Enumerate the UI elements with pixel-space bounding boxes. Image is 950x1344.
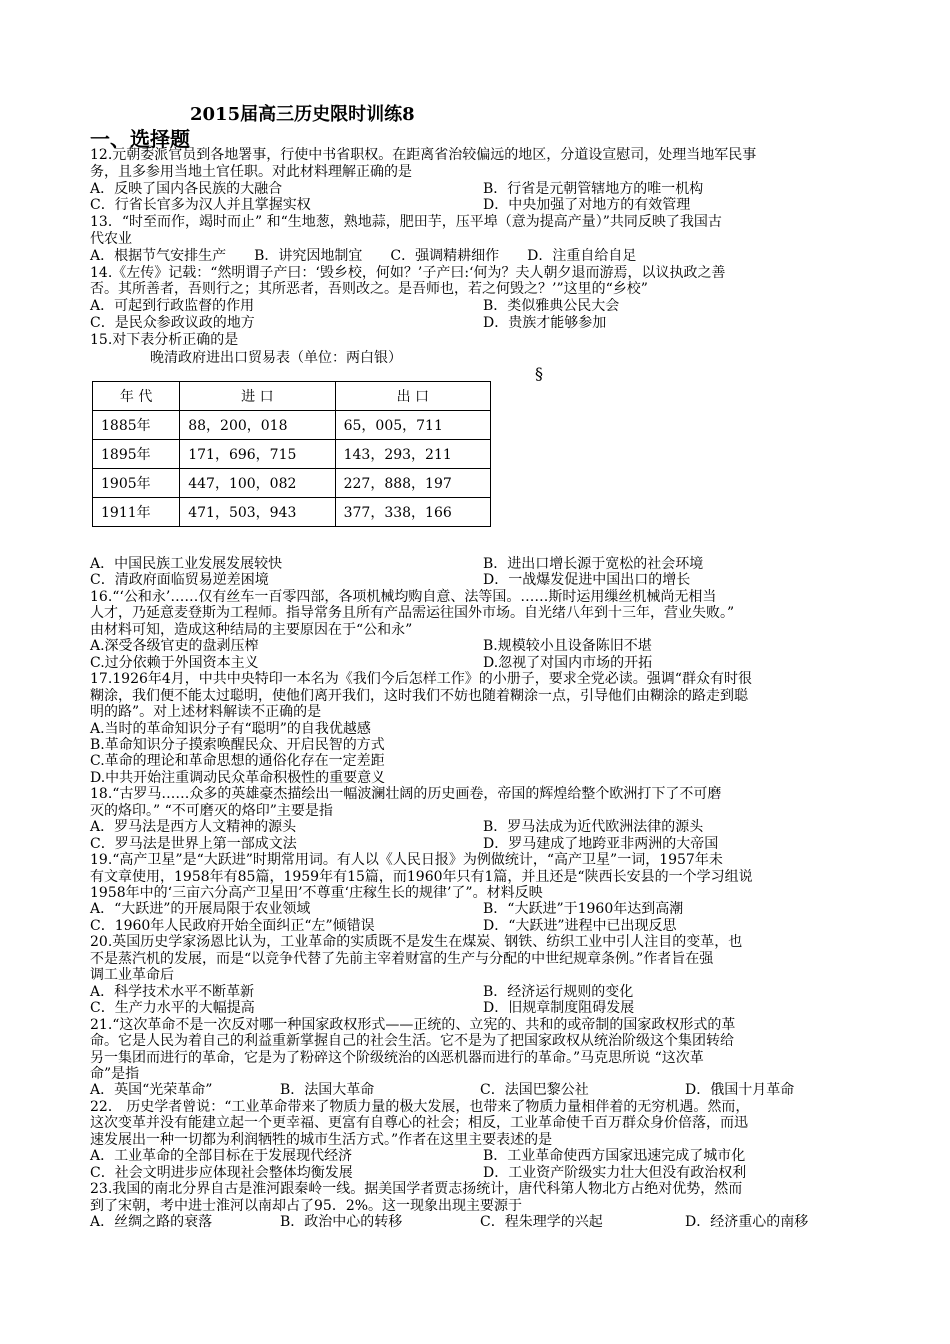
option-text: B．行省是元朝管辖地方的唯一机构	[483, 180, 704, 197]
option-text: A．英国“光荣革命”	[90, 1082, 213, 1099]
option-text: D．俄国十月革命	[685, 1082, 795, 1099]
question-text: 灭的烙印。” “不可磨灭的烙印”主要是指	[90, 802, 333, 819]
option-text: D．工业资产阶级实力壮大但没有政治权利	[483, 1164, 747, 1181]
option-text: C．法国巴黎公社	[480, 1082, 589, 1099]
cell-year: 1885年	[93, 411, 180, 440]
question-text: B.革命知识分子摸索唤醒民众、开启民智的方式	[90, 736, 385, 753]
option-text: A．科学技术水平不断革新	[90, 983, 255, 1000]
question-text: 这次变革并没有能建立起一个更幸福、更富有自尊心的社会；相反，工业革命使千百万群众身价倍落，而迅	[90, 1115, 748, 1132]
question-text: 由材料可知，造成这种结局的主要原因在于“公和永”	[90, 621, 413, 638]
question-text: 代农业	[90, 231, 132, 247]
question-text: 命”是指	[90, 1065, 140, 1082]
option-text: B．进出口增长源于宽松的社会环境	[483, 556, 704, 572]
cell-import: 171，696，715	[180, 440, 335, 469]
question-text: 糊涂，我们便不能太过聪明，使他们离开我们，这时我们不妨也随着糊涂一点，引导他们由糊涂的路走到聪	[90, 687, 748, 704]
question-text: 人才，乃延意麦登斯为工程师。指导常务且所有产品需运往国外市场。自光绪八年到十三年，营业失败。”	[90, 605, 735, 622]
option-text: A．“大跃进”的开展局限于农业领域	[90, 901, 311, 918]
table-row	[93, 469, 491, 498]
cell-export: 143，293，211	[335, 440, 490, 469]
option-text: C．是民众参政议政的地方	[90, 315, 255, 331]
option-text: B．工业革命使西方国家迅速完成了城市化	[483, 1148, 746, 1165]
option-text: B．类似雅典公民大会	[483, 298, 620, 315]
question-text: 另一集团而进行的革命，它是为了粉碎这个阶级统治的凶恶机器而进行的革命。”马克思所说 “这次革	[90, 1049, 704, 1066]
question-text: 15.对下表分析正确的是	[90, 331, 239, 348]
table-row	[93, 498, 491, 527]
option-text: B．政治中心的转移	[280, 1214, 403, 1230]
header-export: 出 口	[335, 382, 490, 411]
trade-table	[92, 381, 491, 527]
table-row	[93, 411, 491, 440]
section-mark: §	[535, 364, 543, 383]
cell-year: 1895年	[93, 440, 180, 469]
question-text: A．根据节气安排生产 B．讲究因地制宜 C．强调精耕细作 D．注重自给自足	[90, 247, 637, 264]
option-text: A．丝绸之路的衰落	[90, 1214, 213, 1230]
question-text: 19.“高产卫星”是“大跃进”时期常用词。有人以《人民日报》为例做统计，“高产卫星”一词，1957年未	[90, 852, 723, 869]
cell-import: 471，503，943	[180, 498, 335, 527]
header-import: 进 口	[180, 382, 335, 411]
option-text: B．“大跃进”于1960年达到高潮	[483, 901, 684, 918]
option-text: D．中央加强了对地方的有效管理	[483, 197, 691, 214]
cell-export: 65，005，711	[335, 411, 490, 440]
option-text: B．法国大革命	[280, 1082, 375, 1099]
option-text: C．社会文明进步应体现社会整体均衡发展	[90, 1164, 353, 1181]
question-text: C.革命的理论和革命思想的通俗化存在一定差距	[90, 753, 385, 770]
question-text: 21.“这次革命不是一次反对哪一种国家政权形式——正统的、立宪的、共和的或帝制的国家政权形式的革	[90, 1016, 736, 1033]
option-text: C.过分依赖于外国资本主义	[90, 654, 259, 671]
document-title: 2015届高三历史限时训练8	[190, 104, 415, 125]
cell-import: 88，200，018	[180, 411, 335, 440]
option-text: A.深受各级官吏的盘剥压榨	[90, 638, 259, 655]
question-text: 调工业革命后	[90, 967, 174, 984]
option-text: D.忽视了对国内市场的开拓	[483, 654, 653, 671]
question-text: 22． 历史学者曾说：“工业革命带来了物质力量的极大发展，也带来了物质力量相伴着的无穷机遇。然而，	[90, 1098, 750, 1115]
question-text: 17.1926年4月，中共中央特印一本名为《我们今后怎样工作》的小册子，要求全党必读。强调“群众有时很	[90, 671, 752, 688]
cell-export: 227，888，197	[335, 469, 490, 498]
option-text: D．一战爆发促进中国出口的增长	[483, 572, 691, 589]
table-title: 晚清政府进出口贸易表（单位：两白银）	[150, 350, 402, 366]
question-text: 18.“古罗马……众多的英雄豪杰描绘出一幅波澜壮阔的历史画卷，帝国的辉煌给整个欧洲打下了不可磨	[90, 786, 722, 803]
option-text: C．程朱理学的兴起	[480, 1214, 603, 1230]
option-text: B.规模较小且设备陈旧不堪	[483, 638, 652, 655]
question-text: 命。它是人民为着自己的利益重新掌握自己的社会生活。它不是为了把国家政权从统治阶级这个集团转给	[90, 1033, 734, 1050]
option-text: B．罗马法成为近代欧洲法律的源头	[483, 819, 704, 836]
question-text: 明的路”。对上述材料解读不正确的是	[90, 704, 322, 721]
option-text: C．清政府面临贸易逆差困境	[90, 572, 269, 589]
cell-import: 447，100，082	[180, 469, 335, 498]
question-text: 否。其所善者，吾则行之；其所恶者，吾则改之。是吾师也，若之何毁之？’”这里的“乡校”	[90, 281, 648, 298]
option-text: A．罗马法是西方人文精神的源头	[90, 819, 297, 836]
option-text: A．反映了国内各民族的大融合	[90, 180, 283, 197]
option-text: A．中国民族工业发展发展较快	[90, 556, 283, 572]
question-text: D.中共开始注重调动民众革命积极性的重要意义	[90, 769, 386, 786]
option-text: D．“大跃进”进程中已出现反思	[483, 917, 677, 934]
option-text: A．可起到行政监督的作用	[90, 298, 255, 315]
option-text: D．罗马建成了地跨亚非两洲的大帝国	[483, 835, 719, 852]
question-text: 20.英国历史学家汤恩比认为，工业革命的实质既不是发生在煤炭、钢铁、纺织工业中引人注目的变革，也	[90, 934, 743, 951]
question-text: A.当时的革命知识分子有“聪明”的自我优越感	[90, 720, 371, 737]
option-text: C．行省长官多为汉人并且掌握实权	[90, 197, 311, 214]
cell-export: 377，338，166	[335, 498, 490, 527]
question-text: 到了宋朝，考中进士淮河以南却占了95．2%。这一现象出现主要源于	[90, 1197, 523, 1214]
cell-year: 1905年	[93, 469, 180, 498]
option-text: D．经济重心的南移	[685, 1214, 809, 1230]
table-row	[93, 440, 491, 469]
question-text: 12.元朝委派官员到各地署事，行使中书省职权。在距离省治较偏远的地区，分道设宣慰司，处理当地军民事	[90, 147, 757, 163]
question-text: 务，且多参用当地土官任职。对此材料理解正确的是	[90, 163, 412, 180]
option-text: B．经济运行规则的变化	[483, 983, 634, 1000]
option-text: D．贵族才能够参加	[483, 315, 607, 331]
question-text: 14.《左传》记载：“然明谓子产曰：‘毁乡校，何如？’子产曰:‘何为？夫人朝夕退而游焉，以议执政之善	[90, 264, 726, 281]
table-header-row	[93, 382, 491, 411]
option-text: C．罗马法是世界上第一部成文法	[90, 835, 297, 852]
question-text: 23.我国的南北分界自古是淮河跟秦岭一线。据美国学者贾志扬统计，唐代科第人物北方占绝对优势，然而	[90, 1181, 743, 1198]
option-text: C．1960年人民政府开始全面纠正“左”倾错误	[90, 917, 375, 934]
question-text: 1958年中的‘三亩六分高产卫星田’不尊重‘庄稼生长的规律’了”。材料反映	[90, 885, 543, 901]
header-year: 年 代	[93, 382, 180, 411]
question-text: 13．“时至而作，竭时而止” 和“生地葱，熟地蒜，肥田芋，压平埠（意为提高产量）”共同反映了我国古	[90, 214, 722, 231]
section-heading: 一、选择题	[90, 127, 190, 151]
cell-year: 1911年	[93, 498, 180, 527]
question-text: 16.“‘公和永’……仅有丝车一百零四部，各项机械均购自意、法等国。……斯时运用缫丝机械尚无相当	[90, 588, 717, 605]
option-text: D．旧规章制度阻碍发展	[483, 1000, 635, 1017]
question-text: 不是蒸汽机的发展，而是“以竞争代替了先前主宰着财富的生产与分配的中世纪规章条例。”作者旨在强	[90, 950, 714, 967]
option-text: C．生产力水平的大幅提高	[90, 1000, 255, 1017]
option-text: A．工业革命的全部目标在于发展现代经济	[90, 1148, 353, 1165]
question-text: 速发展出一种一切都为利润牺牲的城市生活方式。”作者在这里主要表述的是	[90, 1131, 553, 1148]
question-text: 有文章使用，1958年有85篇，1959年有15篇，而1960年只有1篇，并且还是“陕西长安县的一个学习组说	[90, 868, 753, 885]
